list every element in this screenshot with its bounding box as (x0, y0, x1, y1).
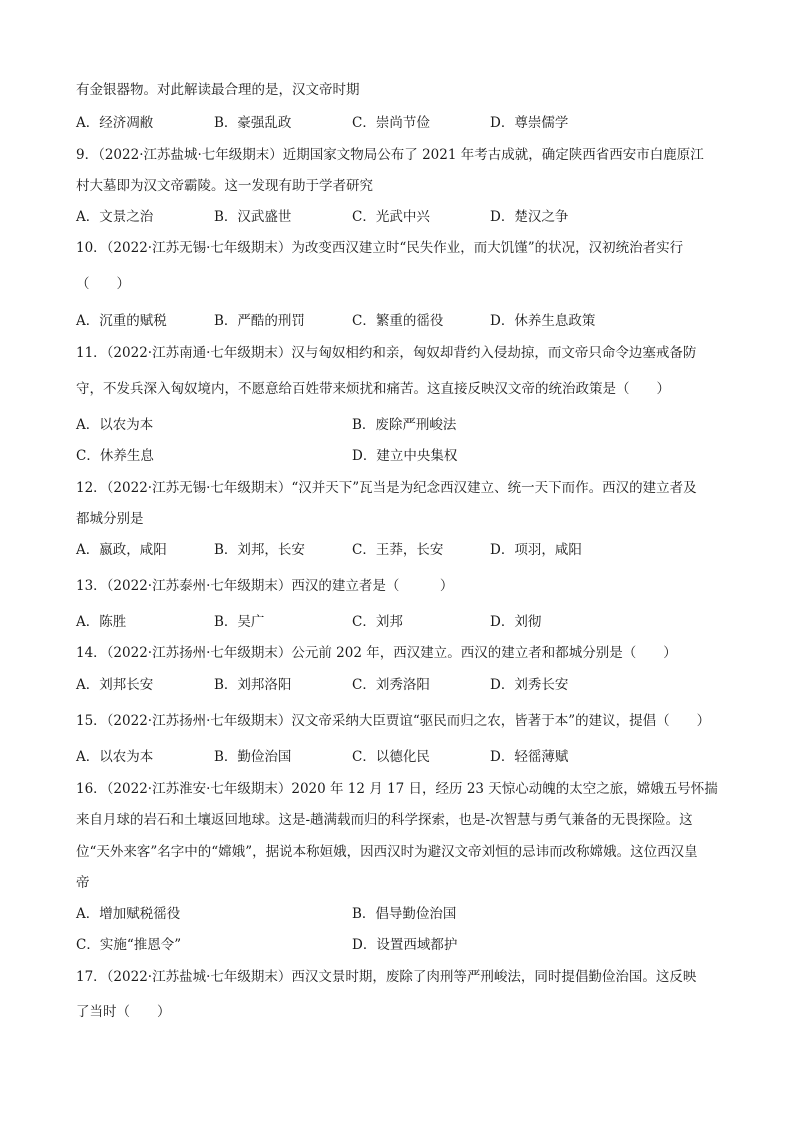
q12-option-c: C．王莽，长安 (352, 542, 444, 558)
q15-option-b: B．勤俭治国 (214, 749, 292, 765)
q11-line2: 守，不发兵深入匈奴境内，不愿意给百姓带来烦扰和痛苦。这直接反映汉文帝的统治政策是（ ） (76, 381, 670, 397)
q10-line1: 10．（2022·江苏无锡·七年级期末）为改变西汉建立时“民失作业，而大饥馑”的状况，汉初统治者实行 (76, 240, 684, 256)
q13-option-c: C．刘邦 (352, 614, 403, 630)
q14-option-b: B．刘邦洛阳 (214, 677, 292, 693)
q8-option-c: C．崇尚节俭 (352, 115, 430, 131)
q10-option-c: C．繁重的徭役 (352, 313, 444, 329)
q16-line3: 位“天外来客”名字中的“嫦娥”，据说本称姮娥，因西汉时为避汉文帝刘恒的忌讳而改称嫦娥。这位西汉皇 (76, 844, 698, 860)
q14-option-d: D．刘秀长安 (490, 677, 569, 693)
q8-option-d: D．尊崇儒学 (490, 115, 569, 131)
q16-line2: 来自月球的岩石和土壤返回地球。这是-趟满载而归的科学探索，也是-次智慧与勇气兼备的无畏探险。这 (76, 812, 693, 828)
q9-line1: 9．（2022·江苏盐城·七年级期末）近期国家文物局公布了 2021 年考古成就，确定陕西省西安市白鹿原江 (76, 147, 704, 163)
q15-line1: 15．（2022·江苏扬州·七年级期末）汉文帝采纳大臣贾谊“驱民而归之农，皆著于本”的建议，提倡（ ） (76, 713, 711, 729)
q11-option-c: C．休养生息 (76, 448, 154, 464)
q17-line2: 了当时（ ） (76, 1004, 171, 1020)
q10-option-d: D．休养生息政策 (490, 313, 596, 329)
q10-option-b: B．严酷的刑罚 (214, 313, 305, 329)
q9-option-b: B．汉武盛世 (214, 209, 292, 225)
q16-line4: 帝 (76, 875, 90, 891)
q14-option-a: A．刘邦长安 (76, 677, 154, 693)
q8-option-a: A．经济凋敝 (76, 115, 154, 131)
q9-line2: 村大墓即为汉文帝霸陵。这一发现有助于学者研究 (76, 178, 373, 194)
q15-option-a: A．以农为本 (76, 749, 154, 765)
q16-option-a: A．增加赋税徭役 (76, 906, 181, 922)
q11-option-d: D．建立中央集权 (352, 448, 458, 464)
q12-option-d: D．项羽，咸阳 (490, 542, 582, 558)
q15-option-c: C．以德化民 (352, 749, 430, 765)
q16-line1: 16．（2022·江苏淮安·七年级期末）2020 年 12 月 17 日，经历 23 天惊心动魄的太空之旅，嫦娥五号怀揣 (76, 781, 718, 797)
q9-option-d: D．楚汉之争 (490, 209, 569, 225)
q8-option-b: B．豪强乱政 (214, 115, 292, 131)
q12-option-b: B．刘邦，长安 (214, 542, 305, 558)
q10-line2: （ ） (76, 276, 130, 292)
q13-option-a: A．陈胜 (76, 614, 127, 630)
q14-option-c: C．刘秀洛阳 (352, 677, 430, 693)
q16-option-c: C．实施“推恩令” (76, 937, 182, 953)
q16-option-b: B．倡导勤俭治国 (352, 906, 457, 922)
q12-line1: 12．（2022·江苏无锡·七年级期末）“汉并天下”瓦当是为纪念西汉建立、统一天下而作。西汉的建立者及 (76, 480, 697, 496)
q11-line1: 11．（2022·江苏南通·七年级期末）汉与匈奴相约和亲，匈奴却背约入侵劫掠，而文帝只命令边塞戒备防 (76, 345, 697, 361)
q12-option-a: A．嬴政，咸阳 (76, 542, 167, 558)
q13-option-b: B．吴广 (214, 614, 265, 630)
q11-option-b: B．废除严刑峻法 (352, 417, 457, 433)
q12-line2: 都城分别是 (76, 511, 144, 527)
q10-option-a: A．沉重的赋税 (76, 313, 167, 329)
q14-line1: 14．（2022·江苏扬州·七年级期末）公元前 202 年，西汉建立。西汉的建立者和都城分别是（ ） (76, 645, 677, 661)
q9-option-c: C．光武中兴 (352, 209, 430, 225)
q13-line1: 13．（2022·江苏泰州·七年级期末）西汉的建立者是（ ） (76, 578, 454, 594)
q8-stem-tail: 有金银器物。对此解读最合理的是，汉文帝时期 (76, 82, 360, 98)
q13-option-d: D．刘彻 (490, 614, 542, 630)
q15-option-d: D．轻徭薄赋 (490, 749, 569, 765)
q11-option-a: A．以农为本 (76, 417, 154, 433)
q9-option-a: A．文景之治 (76, 209, 154, 225)
q17-line1: 17．（2022·江苏盐城·七年级期末）西汉文景时期，废除了肉刑等严刑峻法，同时提倡勤俭治国。这反映 (76, 969, 697, 985)
q16-option-d: D．设置西域都护 (352, 937, 458, 953)
